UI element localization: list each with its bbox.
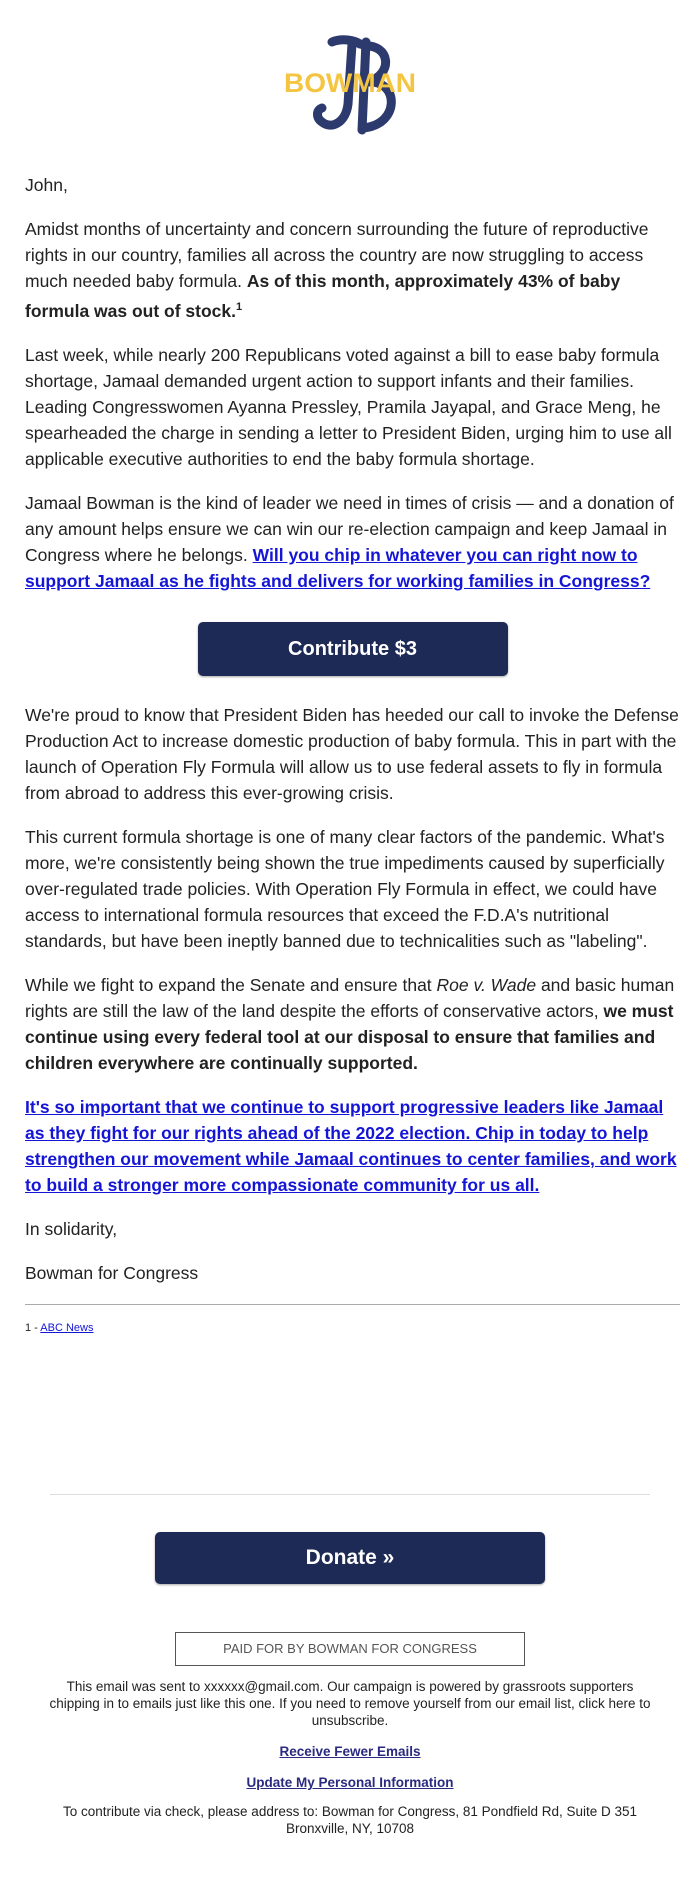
paragraph-5: This current formula shortage is one of many clear factors of the pandemic. What's more, we're consistently being shown the true impediments caused by superficially over-regulated trade policies. With Operation Fly Formula in effect, we could have access to international formula resources that exceed the F.D.A's nutritional standards, but have been ineptly banned due to technicalities such as "labeling". (25, 826, 665, 951)
paragraph-6-after: and basic human rights are still the law of the land despite the efforts of conservative actors, (25, 974, 675, 1021)
check-address: To contribute via check, please address to: Bowman for Congress, 81 Pondfield Rd, Suite D 351 Bronxville, NY, 10708 (62, 1804, 638, 1836)
footer-divider (50, 1494, 650, 1495)
footnote-prefix: 1 - (25, 1321, 41, 1334)
footer-notice: This email was sent to xxxxxx@gmail.com. Our campaign is powered by grassroots supporters chipping in to emails just like this one. If you need to remove yourself from our email list, click here to unsubscribe. (49, 1679, 651, 1728)
paragraph-2: Last week, while nearly 200 Republicans voted against a bill to ease baby formula shortage, Jamaal demanded urgent action to support infants and their families. Leading Congresswomen Ayanna Pressley, Pramila Jayapal, and Grace Meng, he spearheaded the charge in sending a letter to President Biden, urging him to use all applicable executive authorities to end the baby formula shortage. (25, 344, 672, 469)
paragraph-3 (25, 490, 680, 594)
paragraph-1 (25, 216, 680, 324)
paragraph-1-bold: As of this month, approximately 43% of baby formula was out of stock. (25, 271, 621, 321)
signature: Bowman for Congress (25, 1262, 199, 1283)
paid-for-disclaimer: PAID FOR BY BOWMAN FOR CONGRESS (175, 1632, 525, 1666)
chip-in-link[interactable]: Will you chip in whatever you can right now to support Jamaal as he fights and delivers for working families in Congress? (25, 544, 651, 591)
paragraph-7 (25, 1094, 680, 1198)
contribute-button[interactable]: Contribute $3 (198, 622, 508, 676)
paragraph-6-before: While we fight to expand the Senate and ensure that (25, 974, 437, 995)
abc-news-link[interactable]: ABC News (40, 1321, 94, 1334)
signoff: In solidarity, (25, 1218, 118, 1239)
paragraph-6 (25, 972, 680, 1076)
footer (45, 1678, 655, 1837)
greeting: John, (25, 175, 68, 195)
paragraph-1-text: Amidst months of uncertainty and concern surrounding the future of reproductive rights in our country, families all across the country are now struggling to access much needed baby formula. (25, 219, 649, 291)
footnote (25, 1321, 680, 1335)
paragraph-4: We're proud to know that President Biden has heeded our call to invoke the Defense Production Act to increase domestic production of baby formula. This in part with the launch of Operation Fly Formula will allow us to use federal assets to fly in formula from abroad to address this ever-growing crisis. (25, 704, 679, 803)
update-personal-info-link[interactable]: Update My Personal Information (246, 1775, 454, 1790)
footnote-divider (25, 1304, 680, 1305)
footnote-marker: 1 (236, 301, 243, 313)
jb-monogram-logo (282, 34, 418, 140)
email-body (25, 172, 680, 1335)
paragraph-6-italic: Roe v. Wade (436, 974, 537, 995)
paragraph-3-text: Jamaal Bowman is the kind of leader we need in times of crisis — and a donation of any amount helps ensure we can win our re-election campaign and keep Jamaal in Congress where he belongs. (25, 492, 674, 565)
donate-button[interactable]: Donate » (155, 1532, 545, 1584)
support-progressive-leaders-link[interactable]: It's so important that we continue to support progressive leaders like Jamaal as they fight for our rights ahead of the 2022 election. Chip in today to help strengthen our movement while Jamaal continues to center families, and work to build a stronger more compassionate community for us all. (25, 1096, 677, 1195)
bowman-logo (282, 34, 418, 140)
receive-fewer-emails-link[interactable]: Receive Fewer Emails (279, 1744, 421, 1759)
logo-name-text: BOWMAN (284, 68, 416, 98)
paragraph-6-bold: we must continue using every federal tool at our disposal to ensure that families and children everywhere are continually supported. (25, 1000, 674, 1073)
